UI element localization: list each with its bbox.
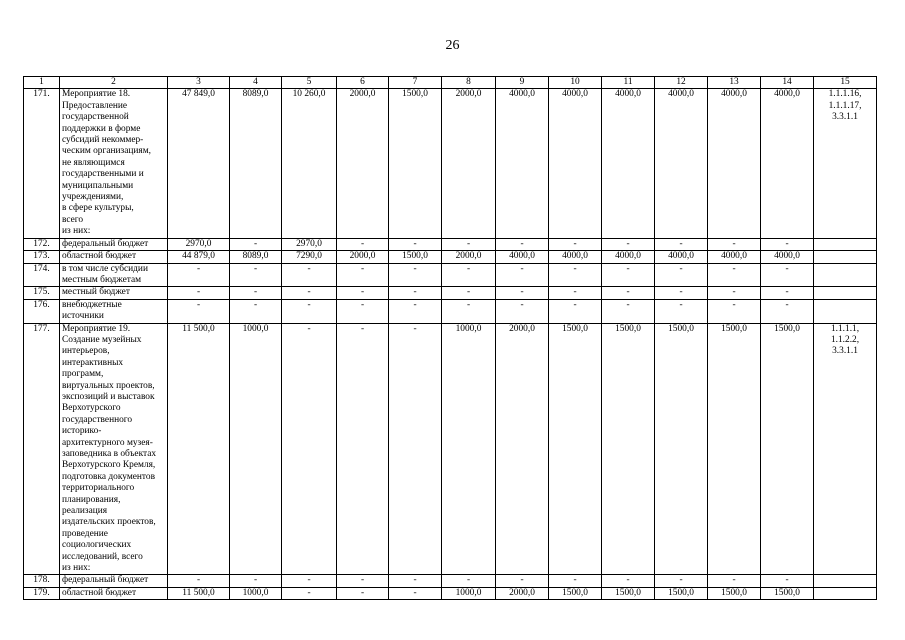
row-number: 178. xyxy=(24,575,60,587)
table-row xyxy=(24,587,877,599)
value-cell: 7290,0 xyxy=(282,251,337,263)
value-cell: 4000,0 xyxy=(549,89,602,238)
value-cell: - xyxy=(496,263,549,287)
value-cell: - xyxy=(282,299,337,323)
value-cell: 4000,0 xyxy=(549,251,602,263)
column-header: 12 xyxy=(655,77,708,89)
column-header: 10 xyxy=(549,77,602,89)
value-cell: - xyxy=(602,238,655,250)
row-number: 171. xyxy=(24,89,60,238)
target-reference xyxy=(814,263,877,287)
value-cell: - xyxy=(655,238,708,250)
row-number: 174. xyxy=(24,263,60,287)
value-cell: - xyxy=(230,575,282,587)
column-header: 2 xyxy=(60,77,168,89)
value-cell: - xyxy=(496,287,549,299)
value-cell: 2000,0 xyxy=(337,251,389,263)
value-cell: - xyxy=(389,263,442,287)
table-row xyxy=(24,323,877,575)
value-cell: - xyxy=(337,587,389,599)
value-cell: - xyxy=(230,287,282,299)
row-name: местный бюджет xyxy=(60,287,168,299)
column-header: 5 xyxy=(282,77,337,89)
target-reference xyxy=(814,287,877,299)
value-cell: 1500,0 xyxy=(602,323,655,575)
value-cell: - xyxy=(496,238,549,250)
row-name: федеральный бюджет xyxy=(60,575,168,587)
table-row xyxy=(24,89,877,238)
value-cell: 44 879,0 xyxy=(168,251,230,263)
table-row xyxy=(24,238,877,250)
row-name: Мероприятие 18. Предоставление государственной поддержки в форме субсидий некоммер- ческим организациям, не являющимся государственными и муниципальными учреждениями, в сфере культуры, всего из них: xyxy=(60,89,168,238)
value-cell: - xyxy=(655,287,708,299)
value-cell: - xyxy=(708,238,761,250)
column-header: 4 xyxy=(230,77,282,89)
value-cell: 8089,0 xyxy=(230,251,282,263)
value-cell: - xyxy=(496,299,549,323)
table-row xyxy=(24,251,877,263)
value-cell: 4000,0 xyxy=(708,251,761,263)
value-cell: 1000,0 xyxy=(442,323,496,575)
value-cell: - xyxy=(282,587,337,599)
column-header: 14 xyxy=(761,77,814,89)
table-row xyxy=(24,287,877,299)
value-cell: 2000,0 xyxy=(496,323,549,575)
value-cell: 1500,0 xyxy=(549,587,602,599)
value-cell: - xyxy=(655,575,708,587)
target-reference xyxy=(814,587,877,599)
value-cell: 4000,0 xyxy=(761,251,814,263)
value-cell: 2000,0 xyxy=(496,587,549,599)
row-name: областной бюджет xyxy=(60,587,168,599)
value-cell: 47 849,0 xyxy=(168,89,230,238)
value-cell: - xyxy=(549,263,602,287)
value-cell: 1500,0 xyxy=(389,89,442,238)
table-row xyxy=(24,575,877,587)
row-name: Мероприятие 19. Создание музейных интерьеров, интерактивных программ, виртуальных проектов, экспозиций и выставок Верхотурского государственного историко- архитектурного музея- заповедника в объектах Верхотурского Кремля, подготовка документов территориального планирования, реализация издательских проектов, проведение социологических исследований, всего из них: xyxy=(60,323,168,575)
value-cell: - xyxy=(230,263,282,287)
value-cell: - xyxy=(655,299,708,323)
value-cell: 11 500,0 xyxy=(168,323,230,575)
value-cell: 1500,0 xyxy=(549,323,602,575)
row-name: областной бюджет xyxy=(60,251,168,263)
column-header: 7 xyxy=(389,77,442,89)
value-cell: - xyxy=(708,287,761,299)
value-cell: - xyxy=(168,299,230,323)
value-cell: 1500,0 xyxy=(602,587,655,599)
target-reference xyxy=(814,299,877,323)
value-cell: - xyxy=(442,287,496,299)
value-cell: - xyxy=(761,575,814,587)
value-cell: 2970,0 xyxy=(282,238,337,250)
value-cell: - xyxy=(442,575,496,587)
value-cell: - xyxy=(337,575,389,587)
row-number: 175. xyxy=(24,287,60,299)
value-cell: - xyxy=(549,299,602,323)
value-cell: 4000,0 xyxy=(655,251,708,263)
value-cell: 10 260,0 xyxy=(282,89,337,238)
value-cell: - xyxy=(602,299,655,323)
value-cell: 1500,0 xyxy=(708,587,761,599)
value-cell: - xyxy=(442,238,496,250)
row-number: 176. xyxy=(24,299,60,323)
value-cell: - xyxy=(389,575,442,587)
row-number: 173. xyxy=(24,251,60,263)
value-cell: - xyxy=(761,263,814,287)
value-cell: - xyxy=(602,263,655,287)
value-cell: - xyxy=(337,299,389,323)
value-cell: 1000,0 xyxy=(230,323,282,575)
value-cell: 1500,0 xyxy=(708,323,761,575)
value-cell: 1500,0 xyxy=(389,251,442,263)
value-cell: 1000,0 xyxy=(230,587,282,599)
value-cell: - xyxy=(761,299,814,323)
column-header: 15 xyxy=(814,77,877,89)
value-cell: 1000,0 xyxy=(442,587,496,599)
column-header: 6 xyxy=(337,77,389,89)
value-cell: 4000,0 xyxy=(496,89,549,238)
value-cell: - xyxy=(337,287,389,299)
page-number: 26 xyxy=(445,38,460,53)
value-cell: 1500,0 xyxy=(761,587,814,599)
value-cell: - xyxy=(389,587,442,599)
row-name: в том числе субсидии местным бюджетам xyxy=(60,263,168,287)
value-cell: - xyxy=(602,575,655,587)
value-cell: 2000,0 xyxy=(337,89,389,238)
target-reference xyxy=(814,238,877,250)
value-cell: 2000,0 xyxy=(442,89,496,238)
value-cell: 4000,0 xyxy=(602,251,655,263)
value-cell: - xyxy=(389,287,442,299)
value-cell: 4000,0 xyxy=(602,89,655,238)
target-reference xyxy=(814,251,877,263)
value-cell: - xyxy=(337,263,389,287)
value-cell: - xyxy=(496,575,549,587)
value-cell: - xyxy=(230,238,282,250)
column-header: 13 xyxy=(708,77,761,89)
value-cell: - xyxy=(761,287,814,299)
value-cell: - xyxy=(549,287,602,299)
value-cell: - xyxy=(168,263,230,287)
value-cell: - xyxy=(282,263,337,287)
value-cell: - xyxy=(442,263,496,287)
value-cell: 4000,0 xyxy=(496,251,549,263)
value-cell: - xyxy=(761,238,814,250)
target-reference: 1.1.1.1, 1.1.2.2, 3.3.1.1 xyxy=(814,323,877,575)
value-cell: - xyxy=(708,263,761,287)
value-cell: 4000,0 xyxy=(708,89,761,238)
row-number: 179. xyxy=(24,587,60,599)
column-header: 8 xyxy=(442,77,496,89)
value-cell: - xyxy=(549,238,602,250)
value-cell: - xyxy=(337,323,389,575)
value-cell: 4000,0 xyxy=(761,89,814,238)
value-cell: - xyxy=(389,299,442,323)
value-cell: - xyxy=(442,299,496,323)
table-row xyxy=(24,263,877,287)
value-cell: 11 500,0 xyxy=(168,587,230,599)
value-cell: - xyxy=(708,575,761,587)
program-table xyxy=(23,76,877,600)
value-cell: 8089,0 xyxy=(230,89,282,238)
value-cell: - xyxy=(655,263,708,287)
value-cell: - xyxy=(230,299,282,323)
value-cell: - xyxy=(337,238,389,250)
value-cell: 1500,0 xyxy=(761,323,814,575)
column-header: 3 xyxy=(168,77,230,89)
value-cell: - xyxy=(549,575,602,587)
value-cell: - xyxy=(389,323,442,575)
value-cell: - xyxy=(282,575,337,587)
row-number: 177. xyxy=(24,323,60,575)
column-header: 9 xyxy=(496,77,549,89)
value-cell: 2000,0 xyxy=(442,251,496,263)
value-cell: - xyxy=(282,287,337,299)
value-cell: 1500,0 xyxy=(655,323,708,575)
value-cell: - xyxy=(602,287,655,299)
row-name: внебюджетные источники xyxy=(60,299,168,323)
target-reference: 1.1.1.16, 1.1.1.17, 3.3.1.1 xyxy=(814,89,877,238)
column-header: 11 xyxy=(602,77,655,89)
target-reference xyxy=(814,575,877,587)
value-cell: 2970,0 xyxy=(168,238,230,250)
value-cell: - xyxy=(168,287,230,299)
value-cell: 4000,0 xyxy=(655,89,708,238)
table-row xyxy=(24,299,877,323)
header-row xyxy=(24,77,877,89)
column-header: 1 xyxy=(24,77,60,89)
row-name: федеральный бюджет xyxy=(60,238,168,250)
value-cell: - xyxy=(708,299,761,323)
row-number: 172. xyxy=(24,238,60,250)
value-cell: - xyxy=(282,323,337,575)
value-cell: - xyxy=(389,238,442,250)
value-cell: 1500,0 xyxy=(655,587,708,599)
value-cell: - xyxy=(168,575,230,587)
